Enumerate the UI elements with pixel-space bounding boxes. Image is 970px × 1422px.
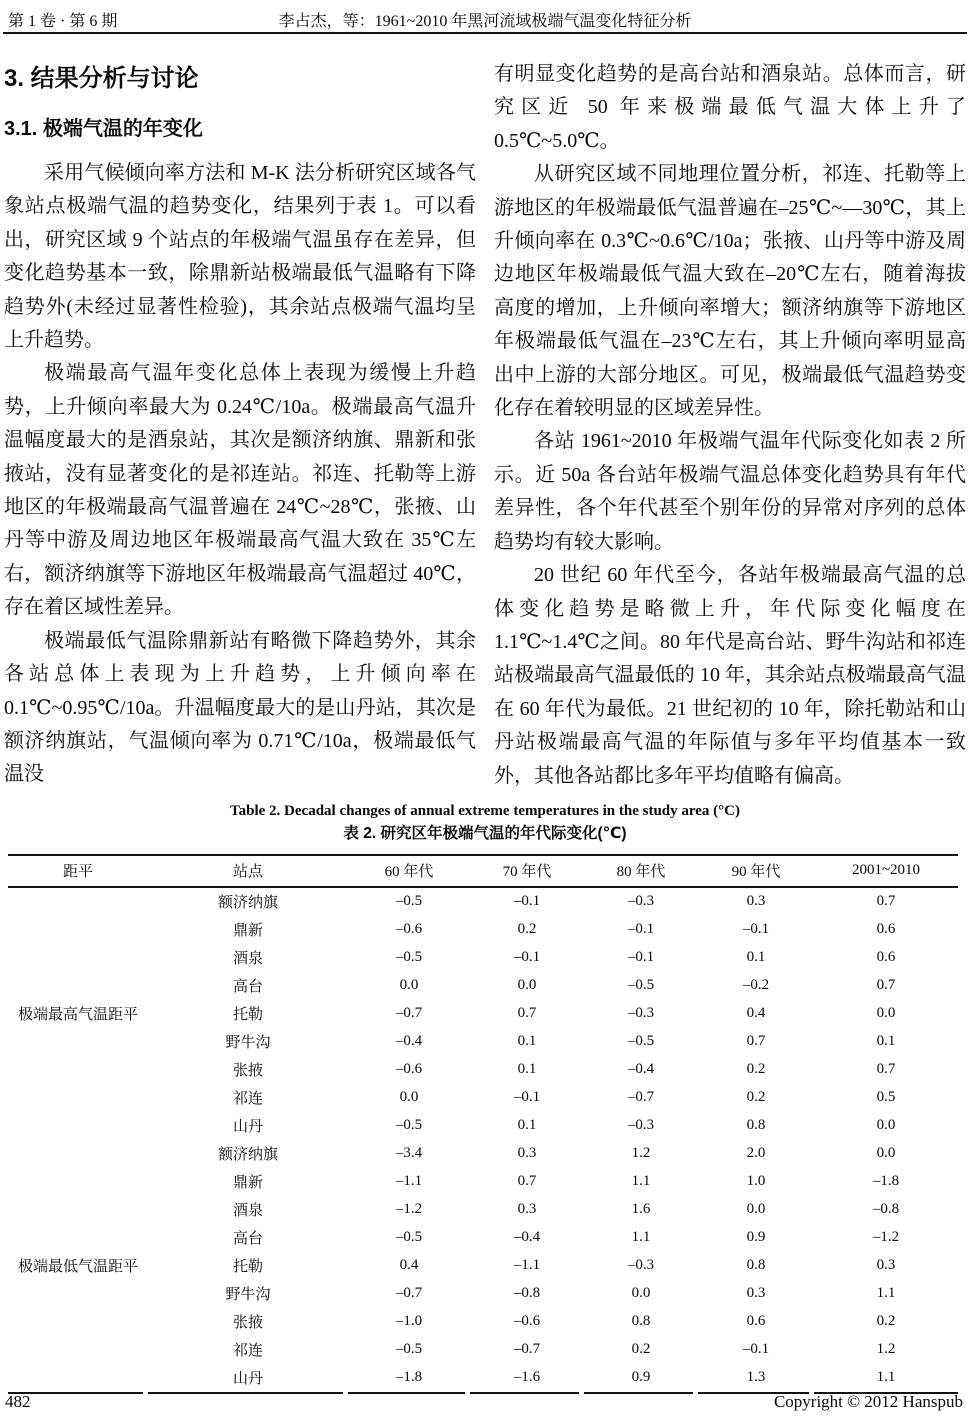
value-cell: –0.5 [627,977,655,994]
value-cell: –1.2 [872,1229,900,1246]
paragraph: 有明显变化趋势的是高台站和酒泉站。总体而言，研究区近 50 年来极端最低气温大体上升了 0.5℃~5.0℃。 [494,63,966,152]
station-cell: 鼎新 [232,1175,263,1192]
table-row [8,887,958,916]
group-label-cell: 极端最高气温距平 [17,1007,138,1024]
value-cell: 0.0 [631,1285,651,1302]
value-cell: 0.7 [517,1173,537,1190]
value-cell: 1.1 [631,1229,651,1246]
value-cell: 0.1 [517,1033,537,1050]
left-column [4,58,476,793]
column-header-cell: 2001~2010 [814,855,958,887]
value-cell: –1.8 [872,1173,900,1190]
value-cell: 0.0 [876,1005,896,1022]
value-cell: 0.2 [876,1313,896,1330]
value-cell: 1.6 [631,1201,651,1218]
value-cell: –0.6 [395,921,423,938]
column-header-cell: 站点 [148,855,348,887]
table-row [8,1168,958,1196]
station-cell: 额济纳旗 [217,895,278,912]
value-cell: 0.1 [517,1061,537,1078]
page-number: 482 [5,1392,31,1411]
value-cell: 0.0 [399,977,419,994]
column-header-cell: 90 年代 [698,855,814,887]
value-cell: 1.0 [746,1173,766,1190]
decadal-change-table [8,854,958,1392]
value-cell: 0.7 [517,1005,537,1022]
value-cell: –1.8 [395,1369,423,1386]
value-cell: 0.8 [746,1257,766,1274]
value-cell: 0.6 [746,1313,766,1330]
station-cell: 野牛沟 [225,1035,271,1052]
station-cell: 祁连 [232,1091,263,1108]
column-header-cell: 距平 [8,855,148,887]
value-cell: 0.5 [876,1089,896,1106]
column-header-cell: 70 年代 [470,855,584,887]
table-row [8,1280,958,1308]
value-cell: –0.3 [627,1117,655,1134]
table-row [8,1000,958,1028]
value-cell: 0.0 [876,1145,896,1162]
value-cell: –1.0 [395,1313,423,1330]
value-cell: 0.7 [746,1033,766,1050]
station-cell: 托勒 [232,1007,263,1024]
value-cell: 1.1 [876,1369,896,1386]
page-footer [5,1392,963,1412]
left-column-paragraphs [4,157,476,792]
table-body [8,887,958,1392]
value-cell: –0.8 [513,1285,541,1302]
value-cell: 0.9 [746,1229,766,1246]
value-cell: –1.2 [395,1201,423,1218]
value-cell: 0.2 [517,921,537,938]
table-row [8,972,958,1000]
station-cell: 托勒 [232,1259,263,1276]
value-cell: –0.4 [627,1061,655,1078]
station-cell: 野牛沟 [225,1287,271,1304]
value-cell: 0.2 [631,1341,651,1358]
value-cell: 0.3 [517,1145,537,1162]
table-row [8,916,958,944]
value-cell: –0.5 [395,1341,423,1358]
page-header [3,8,967,34]
group-label-cell: 极端最低气温距平 [17,1259,138,1276]
station-cell: 张掖 [232,1315,263,1332]
column-header-cell: 80 年代 [584,855,698,887]
value-cell: 1.1 [876,1285,896,1302]
paragraph: 采用气候倾向率方法和 M-K 法分析研究区域各气象站点极端气温的趋势变化，结果列于表 1。可以看出，研究区域 9 个站点的年极端气温虽存在差异，但变化趋势基本一致，除鼎新站极端最低气温略有下降趋势外(未经过显著性检验)，其余站点极端气温均呈上升趋势。 [4,162,476,352]
value-cell: –0.5 [395,1229,423,1246]
table-row [8,1084,958,1112]
station-cell: 山丹 [232,1119,263,1136]
station-cell: 酒泉 [232,1203,263,1220]
station-cell: 山丹 [232,1371,263,1388]
subsection-heading: 3.1. 极端气温的年变化 [4,118,203,140]
table-row [8,1308,958,1336]
value-cell: 0.0 [876,1117,896,1134]
table-row [8,1056,958,1084]
table-row [8,1364,958,1392]
paragraph: 从研究区域不同地理位置分析，祁连、托勒等上游地区的年极端最低气温普遍在–25℃~—30℃，其上升倾向率在 0.3℃~0.6℃/10a；张掖、山丹等中游及周边地区年极端最低气温大致在–20℃左右，随着海拔高度的增加，上升倾向率增大；额济纳旗等下游地区年极端最低气温在–23℃左右，其上升倾向率明显高出中上游的大部分地区。可见，极端最低气温趋势变化存在着较明显的区域差异性。 [494,163,966,420]
value-cell: –0.3 [627,1005,655,1022]
value-cell: 0.2 [746,1089,766,1106]
value-cell: 0.3 [746,893,766,910]
running-title: 李占杰，等：1961~2010 年黑河流域极端气温变化特征分析 [278,13,692,30]
value-cell: 0.3 [517,1201,537,1218]
station-cell: 酒泉 [232,951,263,968]
value-cell: –1.6 [513,1369,541,1386]
table-row [8,1028,958,1056]
value-cell: –0.7 [513,1341,541,1358]
value-cell: –1.1 [395,1173,423,1190]
table-caption-en: Table 2. Decadal changes of annual extreme temperatures in the study area (°C) [230,802,740,819]
table-row [8,1336,958,1364]
value-cell: –0.5 [627,1033,655,1050]
value-cell: 0.7 [876,977,896,994]
value-cell: 0.8 [746,1117,766,1134]
value-cell: –0.3 [627,1257,655,1274]
paragraph: 极端最高气温年变化总体上表现为缓慢上升趋势，上升倾向率最大为 0.24℃/10a。极端最高气温升温幅度最大的是酒泉站，其次是额济纳旗、鼎新和张掖站，没有显著变化的是祁连站。祁连、托勒等上游地区的年极端最高气温普遍在 24℃~28℃，张掖、山丹等中游及周边地区年极端最高气温大致在 35℃左右，额济纳旗等下游地区年极端最高气温超过 40℃，存在着区域性差异。 [4,362,476,619]
value-cell: 0.0 [746,1201,766,1218]
value-cell: 0.7 [876,893,896,910]
value-cell: –0.7 [395,1005,423,1022]
value-cell: –0.1 [513,893,541,910]
section-heading: 3. 结果分析与讨论 [4,65,199,92]
column-header-cell: 60 年代 [348,855,470,887]
table-row [8,1252,958,1280]
value-cell: –0.5 [395,893,423,910]
table-header-row [8,855,958,887]
value-cell: 0.4 [746,1005,766,1022]
value-cell: –0.1 [627,921,655,938]
value-cell: –0.4 [513,1229,541,1246]
value-cell: 0.6 [876,949,896,966]
value-cell: 0.1 [517,1117,537,1134]
value-cell: 0.4 [399,1257,419,1274]
paragraph: 各站 1961~2010 年极端气温年代际变化如表 2 所示。近 50a 各台站年极端气温总体变化趋势具有年代差异性，各个年代甚至个别年份的异常对序列的总体趋势均有较大影响。 [494,430,966,553]
body-columns [4,58,966,793]
value-cell: –0.6 [395,1061,423,1078]
value-cell: –1.1 [513,1257,541,1274]
paragraph: 极端最低气温除鼎新站有略微下降趋势外，其余各站总体上表现为上升趋势，上升倾向率在 0.1℃~0.95℃/10a。升温幅度最大的是山丹站，其次是额济纳旗站，气温倾向率为 0.71℃/10a，极端最低气温没 [4,629,476,786]
value-cell: –0.1 [742,921,770,938]
station-cell: 鼎新 [232,923,263,940]
table-row [8,1112,958,1140]
value-cell: –0.1 [513,949,541,966]
value-cell: –0.4 [395,1033,423,1050]
value-cell: 0.8 [631,1313,651,1330]
right-column [494,58,966,793]
value-cell: 0.9 [631,1369,651,1386]
value-cell: 0.1 [876,1033,896,1050]
value-cell: 2.0 [746,1145,766,1162]
value-cell: 1.1 [631,1173,651,1190]
value-cell: 0.6 [876,921,896,938]
issue-label: 第 1 卷 · 第 6 期 [8,13,118,30]
right-column-paragraphs [494,58,966,793]
value-cell: –0.2 [742,977,770,994]
station-cell: 祁连 [232,1343,263,1360]
value-cell: 1.3 [746,1369,766,1386]
table-caption [0,801,970,845]
value-cell: –0.7 [395,1285,423,1302]
value-cell: 0.0 [399,1089,419,1106]
value-cell: –0.8 [872,1201,900,1218]
value-cell: 0.1 [746,949,766,966]
table-row [8,1196,958,1224]
value-cell: –0.7 [627,1089,655,1106]
station-cell: 张掖 [232,1063,263,1080]
value-cell: –0.5 [395,949,423,966]
value-cell: –0.1 [513,1089,541,1106]
value-cell: 1.2 [631,1145,651,1162]
value-cell: 0.7 [876,1061,896,1078]
value-cell: 0.2 [746,1061,766,1078]
table-row [8,1140,958,1168]
value-cell: –0.1 [627,949,655,966]
value-cell: –0.6 [513,1313,541,1330]
value-cell: –3.4 [395,1145,423,1162]
station-cell: 高台 [232,979,263,996]
station-cell: 高台 [232,1231,263,1248]
value-cell: 1.2 [876,1341,896,1358]
value-cell: 0.3 [876,1257,896,1274]
paragraph: 20 世纪 60 年代至今，各站年极端最高气温的总体变化趋势是略微上升，年代际变化幅度在 1.1℃~1.4℃之间。80 年代是高台站、野牛沟站和祁连站极端最高气温最低的 10 年，其余站点极端最高气温在 60 年代为最低。21 世纪初的 10 年，除托勒站和山丹站极端最高气温的年际值与多年平均值基本一致外，其他各站都比多年平均值略有偏高。 [494,564,966,787]
value-cell: 0.0 [517,977,537,994]
table-row [8,1224,958,1252]
value-cell: –0.1 [742,1341,770,1358]
table-row [8,944,958,972]
value-cell: –0.3 [627,893,655,910]
value-cell: –0.5 [395,1117,423,1134]
copyright: Copyright © 2012 Hanspub [773,1392,963,1411]
station-cell: 额济纳旗 [217,1147,278,1164]
table-caption-cn: 表 2. 研究区年极端气温的年代际变化(℃) [343,824,627,842]
value-cell: 0.3 [746,1285,766,1302]
